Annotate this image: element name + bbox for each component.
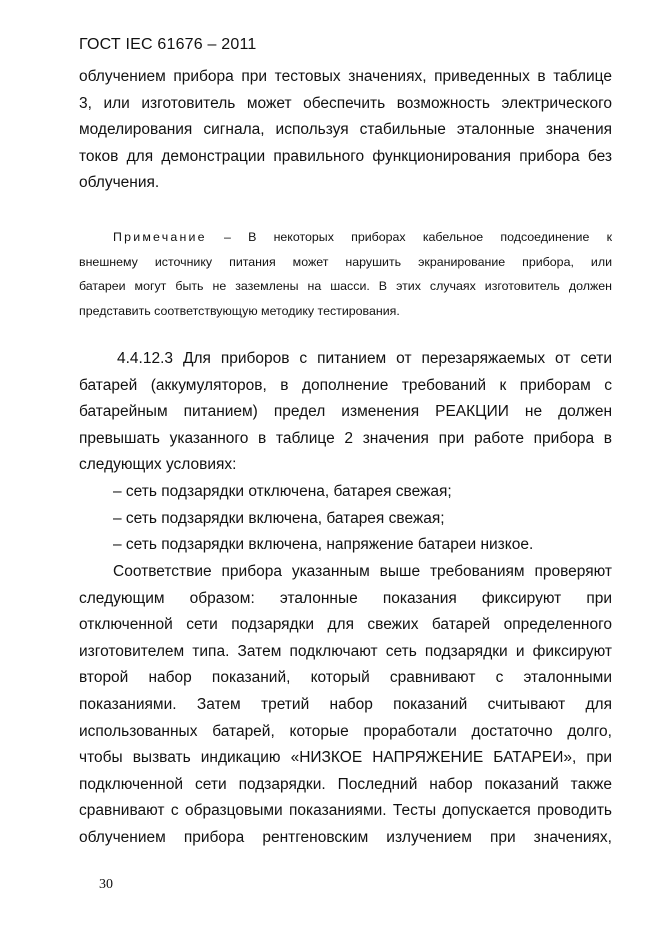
list-item: – сеть подзарядки отключена, батарея свежая; [113, 483, 452, 500]
text-line: батарей (аккумуляторов, в дополнение требований к приборам с [79, 376, 612, 394]
note-first-line [79, 225, 612, 250]
text-line: токов для демонстрации правильного функционирования прибора без [79, 147, 612, 165]
note-label: Примечание [113, 230, 207, 244]
text-line: чтобы вызвать индикацию «НИЗКОЕ НАПРЯЖЕНИЕ БАТАРЕИ», при [79, 749, 612, 767]
text-line: отключенной сети подзарядки для свежих батарей определенного [79, 616, 612, 634]
text-line: использованных батарей, которые проработали достаточно долго, [79, 722, 612, 740]
paragraph-top [79, 64, 612, 197]
text-line: показаниями. Затем третий набор показаний считывают для [79, 695, 612, 713]
list-item: – сеть подзарядки включена, батарея свежая; [113, 509, 445, 527]
text-line: Соответствие прибора указанным выше требованиям проверяют [113, 563, 612, 580]
note-line-rest: – В некоторых приборах кабельное подсоединение к [223, 230, 612, 244]
text-line: моделирования сигнала, используя стабильные эталонные значения [79, 121, 612, 139]
note-block [79, 225, 612, 323]
section-4-4-12-3 [79, 346, 612, 479]
text-line: батарейным питанием) предел изменения РЕАКЦИИ не должен [79, 403, 612, 421]
text-line: облучением прибора при тестовых значениях, приведенных в таблице [79, 68, 612, 85]
note-line: представить соответствующую методику тестирования. [79, 303, 400, 318]
text-line: облучения. [79, 174, 160, 192]
paragraph-check [79, 559, 612, 852]
text-line: следующим образом: эталонные показания фиксируют при [79, 589, 612, 607]
text-line: 3, или изготовитель может обеспечить возможность электрического [79, 94, 612, 112]
text-line: превышать указанного в таблице 2 значения при работе прибора в [79, 429, 612, 447]
note-line: внешнему источнику питания может нарушить экранирование прибора, или [79, 254, 612, 269]
page-header: ГОСТ IEC 61676 – 2011 [79, 36, 257, 53]
text-line: облучением прибора рентгеновским излучением при значениях, [79, 828, 612, 846]
conditions-list [79, 479, 612, 559]
text-line: второй набор показаний, который сравнивают с эталонными [79, 669, 612, 687]
list-item: – сеть подзарядки включена, напряжение батареи низкое. [113, 536, 534, 554]
section-heading-line: 4.4.12.3 Для приборов с питанием от перезаряжаемых от сети [117, 350, 612, 367]
page-number: 30 [99, 877, 113, 892]
text-line: изготовителем типа. Затем подключают сеть подзарядки и фиксируют [79, 642, 612, 660]
text-line: подключенной сети подзарядки. Последний набор показаний также [79, 775, 612, 793]
text-line: следующих условиях: [79, 456, 237, 474]
text-line: сравнивают с образцовыми показаниями. Тесты допускается проводить [79, 802, 612, 820]
note-line: батареи могут быть не заземлены на шасси. В этих случаях изготовитель должен [79, 279, 612, 293]
